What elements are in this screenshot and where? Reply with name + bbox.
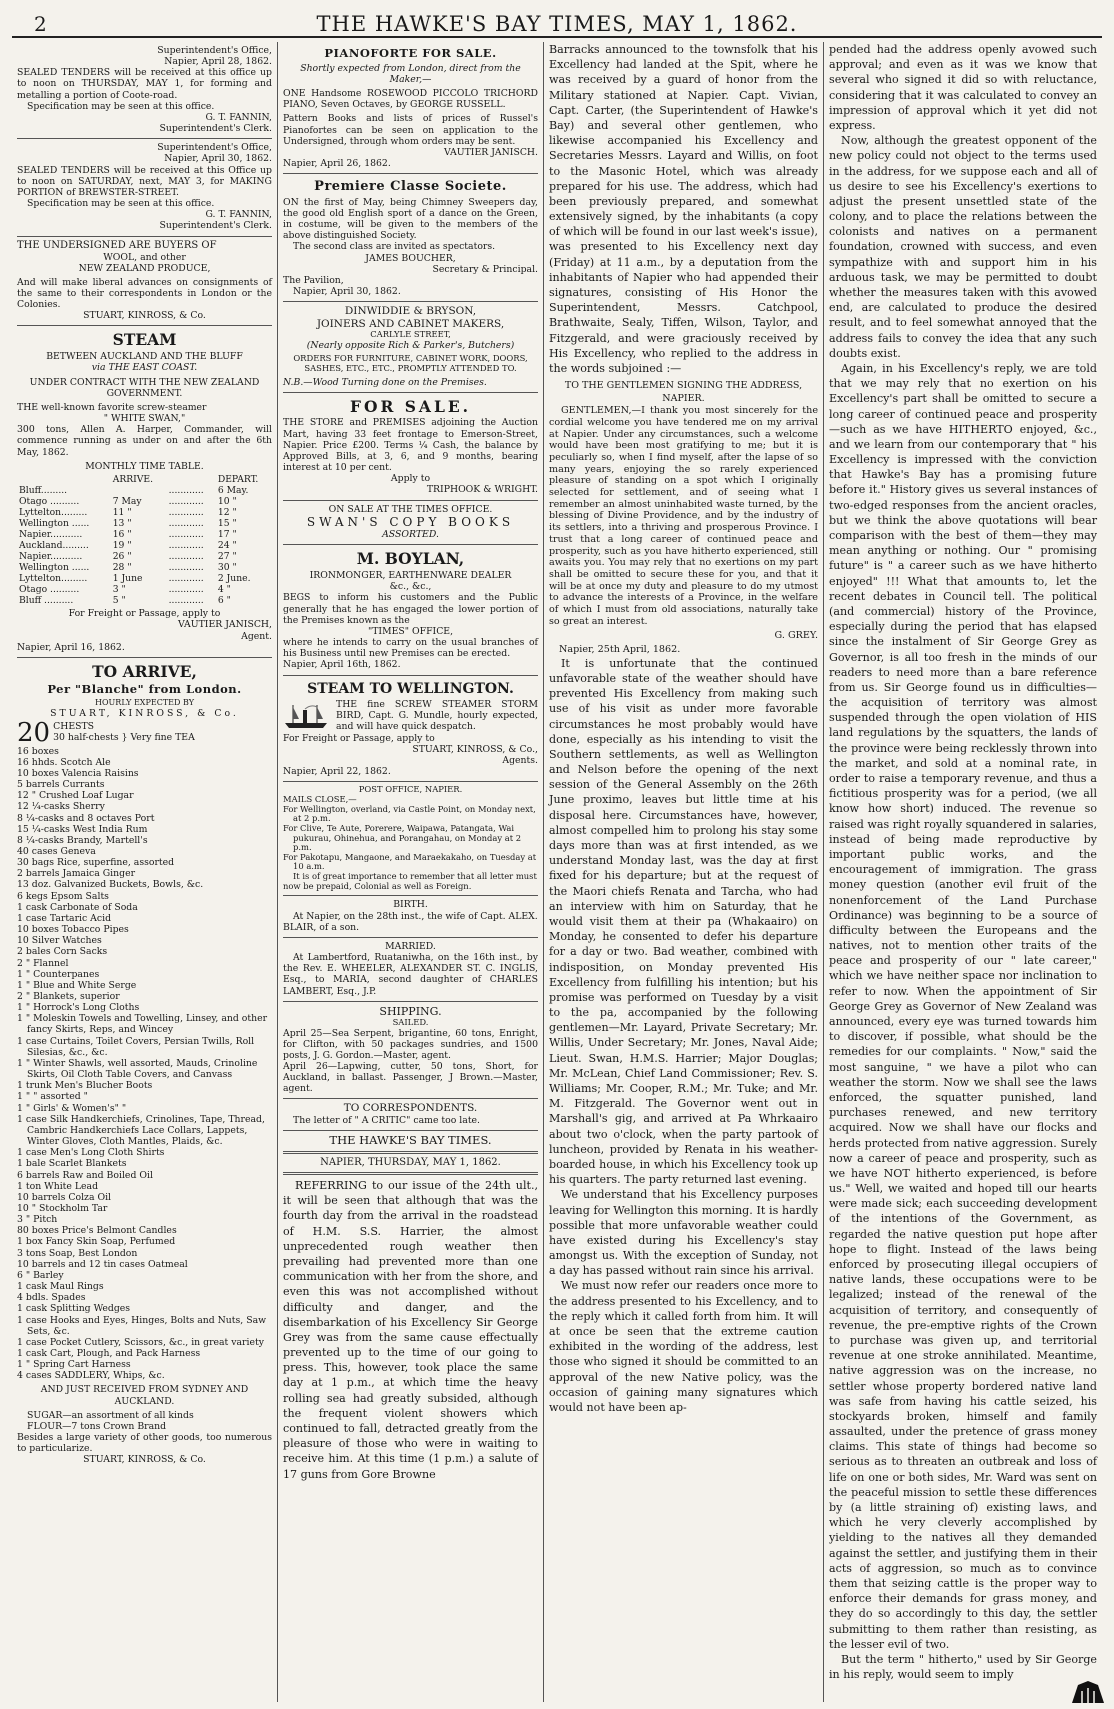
editorial-title: THE HAWKE'S BAY TIMES. [329,1133,492,1148]
tender-coote-road [17,42,272,139]
port-cell: Bluff .......... [19,595,74,607]
ad-firm: STUART, KINROSS, & Co. [50,708,239,720]
tea-entry [17,721,272,745]
ad-hourly: HOURLY EXPECTED BY [95,698,194,708]
goods-item: 1 ton White Lead [17,1180,99,1192]
ad-body: Pattern Books and lists of prices of Russel's Pianofortes can be seen on application to the Undersigned, through whom orders may be sent. [283,113,538,147]
ad-times-office: "TIMES" OFFICE, [367,625,454,637]
mail-line: For Clive, Te Aute, Porerere, Waipawa, Patangata, Wai pukurau, Ohinehua, and Porangahau, on Monday at 2 p.m. [283,822,522,853]
goods-item: 10 Silver Watches [17,935,102,947]
ad-signature: G. T. FANNIN, [205,111,272,123]
ad-body: SEALED TENDERS will be received at this office up to noon on THURSDAY, MAY 1, for forming and metalling a portion of Coote-road. [17,67,272,101]
ad-body: ON the first of May, being Chimney Sweepers day, the good old English sport of a dance on the Green, in costume, will be given to the members of the above distinguished Society. [283,196,538,242]
leader-cell: ............ [168,495,204,507]
timetable-row [17,507,272,518]
ad-apply: Apply to [390,473,431,485]
timetable-body [17,485,272,606]
ad-body: SEALED TENDERS will be received at this Office up to noon on SATURDAY, next, MAY 3, for MAKING PORTION of BREWSTER-STREET. [17,164,272,198]
mail-list [283,805,538,873]
goods-item: 3 tons Soap, Best London [17,1247,138,1259]
freight-line: For Freight or Passage, apply to [68,608,221,620]
leader-cell: ............ [168,562,204,574]
arrive-cell: 19 " [112,540,132,551]
goods-item: 1 case Pocket Cutlery, Scissors, &c., in great variety [17,1336,264,1348]
ad-title: PIANOFORTE FOR SALE. [324,46,497,60]
ad-contract: UNDER CONTRACT WITH THE NEW ZEALAND GOVERNMENT. [29,376,260,399]
sailed-label: SAILED. [392,1016,429,1027]
ad-spec: Specification may be seen at this office. [27,198,215,210]
post-office-notice [283,782,538,896]
article-paragraph: We understand that his Excellency purposes leaving for Wellington this morning. It is hardly possible that more unfavorable weather could have existed during his Excellency's stay amongst us. With the exception of Sunday, not a day has passed without rain since his arrival. [549,1188,818,1278]
arrive-cell [111,485,167,496]
goods-item: 1 " " assorted " [17,1091,88,1103]
ad-body: ONE Handsome ROSEWOOD PICCOLO TRICHORD PIANO, Seven Octaves, by GEORGE RUSSELL. [283,88,538,111]
goods-item: 13 doz. Galvanized Buckets, Bowls, &c. [17,879,204,891]
double-rule [283,1151,538,1154]
premiere-classe-ad [283,174,538,302]
leader-cell: ............ [168,584,204,596]
arrive-cell: 3 " [112,584,126,596]
sugar-line: SUGAR—an assortment of all kinds [27,1409,194,1421]
ad-date: Napier, April 26, 1862. [283,158,391,170]
goods-item: 2 bales Corn Sacks [17,946,108,958]
goods-item: 1 cask Carbonate of Soda [17,901,138,913]
goods-list [17,746,272,1382]
goods-item: 4 cases SADDLERY, Whips, &c. [17,1370,165,1382]
ad-title: DINWIDDIE & BRYSON, [344,305,477,318]
port-cell: Auckland......... [19,540,89,551]
ad-via: via THE EAST COAST. [91,362,198,374]
leader-cell: ............ [168,595,204,607]
goods-item: 80 boxes Price's Belmont Candles [17,1225,177,1237]
port-cell: Lyttelton......... [19,573,88,585]
article-paragraph: But the term " hitherto," used by Sir George in his reply, would seem to imply [829,1652,1097,1682]
ad-subtitle: IRONMONGER, EARTHENWARE DEALER [309,570,512,582]
flour-line: FLOUR—7 tons Crown Brand [27,1420,167,1432]
goods-item: 30 bags Rice, superfine, assorted [17,857,175,869]
ad-body: THE STORE and PREMISES adjoining the Auction Mart, having 33 feet frontage to Emerson-Street, Napier. Price £200. Terms ¼ Cash, the balance by Approved Bills, at 3, 6, and 9 months, bearing interest at 10 per cent. [283,417,538,474]
goods-item: 1 " Winter Shawls, well assorted, Mauds, Crinoline Skirts, Oil Cloth Table Covers, and Canvass [17,1057,258,1081]
ad-orders: ORDERS FOR FURNITURE, CABINET WORK, DOORS, SASHES, ETC., ETC., PROMPTLY ATTENDED TO. [293,353,528,373]
notice-title: BIRTH. [393,899,428,911]
column-2 [278,42,544,1702]
ad-street: CARLYLE STREET, [370,329,451,340]
notice-body: At Lambertford, Ruataniwha, on the 16th inst., by the Rev. E. WHEELER, ALEXANDER ST. C. INGLIS, Esq., to MARIA, second daughter of CHARLES LAMBERT, Esq., J.P. [283,952,538,997]
arrive-cell: 28 " [112,562,132,574]
mail-note: It is of great importance to remember that all letter must now be prepaid, Colonial as well as Foreign. [283,871,537,891]
boylan-ad [283,545,538,675]
arrive-cell: 11 " [112,506,132,518]
goods-item: 1 case Hooks and Eyes, Hinges, Bolts and Nuts, Saw Sets, &c. [17,1314,267,1337]
ad-signature: STUART, KINROSS, & Co., [412,743,538,755]
ad-office: Superintendent's Office, [157,45,272,56]
goods-item: 6 " Barley [17,1269,64,1281]
ad-signature: JAMES BOUCHER, [365,252,456,264]
steam-white-swan-ad [17,326,272,657]
ad-spec: Specification may be seen at this office. [27,100,215,112]
ad-signature: STUART, KINROSS, & Co. [83,1454,206,1466]
article-paragraph: We must now refer our readers once more to the address presented to his Excellency, and to the reply which it called forth from him. It will at once be seen that the extreme caution exhibited in the wording of the address, lest those who signed it should be committed to an approval of the new Native policy, was the occasion of gaining many signatures which would not have been ap- [549,1279,818,1414]
timetable-row [17,595,272,606]
arrive-header: ARRIVE. [112,473,154,485]
depart-cell: 4 " [217,584,231,596]
shipping-line: April 25—Sea Serpent, brigantine, 60 tons, Enright, for Clifton, with 50 packages sundries, and 1500 posts, J. G. Gordon.—Master, agent. [283,1027,538,1061]
leader-cell: ............ [168,506,204,518]
timetable-header [17,474,272,485]
ad-date: Napier, April 30, 1862. [164,153,272,165]
goods-item: 1 " Counterpanes [17,968,100,980]
ad-subtitle: JOINERS AND CABINET MAKERS, [316,317,505,330]
ad-heading: THE UNDERSIGNED ARE BUYERS OF [17,239,217,251]
goods-item: 1 case Men's Long Cloth Shirts [17,1147,165,1159]
goods-item: 1 bale Scarlet Blankets [17,1158,127,1170]
ad-signature: VAUTIER JANISCH. [443,146,538,158]
chests-line: 30 half-chests } Very fine TEA [53,732,195,744]
ad-title: TO ARRIVE, [92,661,197,681]
timetable-row [17,518,272,529]
depart-cell: 6 May. [217,484,249,496]
steam-wellington-ad [283,676,538,783]
column-1 [12,42,278,1702]
goods-item: 1 cask Maul Rings [17,1281,104,1293]
wool-buyers-ad [17,237,272,327]
goods-item: 4 bdls. Spades [17,1292,86,1304]
goods-item: 8 ¼-casks and 8 octaves Port [17,812,155,824]
timetable-row [17,529,272,540]
article-paragraph: It is unfortunate that the continued unfavorable state of the weather should have prevented His Excellency from making such use of his visit as under more favorable circumstances he most probably would have done, especially as his intending to visit the Southern settlements, as well as Wellington and Nelson before the opening of the next session of the General Assembly on the 26th June proximo, leaves but little time at his disposal here. Circumstances have, however, almost compelled him to prolong his stay some days more than was at first intended, as we understand Monday last, was the day at first fixed for his departure; but at the request of the Maori chiefs Renata and Tarcha, who had an interview with him on Saturday, that he would visit them at their pa (Whakaairo) on Monday, he consented to defer his departure for a day or two. Bad weather, combined with indisposition, on Monday prevented His Excellency from fulfilling his intention; but his promise was performed on Tuesday by a visit to the pa, accompanied by the following gentlemen—Mr. Layard, Private Secretary; Mr. Willis, Under Secretary; Mr. Jones, Naval Aide; Lieut. Swan, H.M.S. Harrier; Major Douglas; Mr. McLean, Chief Land Commissioner; Rev. S. Williams; Mr. Cooper, R.M.; Mr. Tuke; and Mr. M. Fitzgerald. The Governor went out in Marshall's gig, and arrived at Pa Whrkaairo about two o'clock, when the party partook of luncheon, provided by Renata in his weather-boarded house, in which his Excellency took up his quarters. The party returned last evening. [549,656,818,1187]
shipping-line: April 26—Lapwing, cutter, 50 tons, Short, for Auckland, in ballast. Passenger, J Brown.—Master, agent. [283,1061,538,1095]
timetable-row [17,485,272,496]
piano-ad [283,42,538,174]
goods-item: 16 boxes [17,745,59,757]
ad-subtitle: Shortly expected from London, direct from the Maker,— [300,62,521,85]
tender-brewster-street [17,139,272,236]
notice-body: At Napier, on the 28th inst., the wife of Capt. ALEX. BLAIR, of a son. [283,910,538,933]
steamship-icon [283,701,331,731]
goods-item: 1 box Fancy Skin Soap, Perfumed [17,1236,176,1248]
letter-signature: G. GREY. [774,630,818,642]
goods-item: 10 barrels and 12 tin cases Oatmeal [17,1258,188,1270]
timetable [17,474,272,606]
married-notice [283,938,538,1002]
ad-assorted: ASSORTED. [382,529,439,541]
timetable-row [17,540,272,551]
mail-line: For Wellington, overland, via Castle Point, on Monday next, at 2 p.m. [283,803,536,824]
editorial-date: NAPIER, THURSDAY, MAY 1, 1862. [320,1157,501,1169]
ad-title: Premiere Classe Societe. [314,179,507,195]
goods-item: 2 " Flannel [17,957,69,969]
ad-signature-title: Superintendent's Clerk. [159,220,272,232]
chests-line: CHESTS [53,721,95,733]
notice-title: MARRIED. [385,940,436,952]
goods-item: 8 ¼-casks Brandy, Martell's [17,834,148,846]
ad-line: WOOL, and other [103,251,186,263]
depart-cell: 6 " [217,595,231,607]
article-paragraph: Now, although the greatest opponent of the new policy could not object to the terms used in the address, for we suppose each and all of us desire to see his Excellency's exertions to adjust the present unsettled state of the colony, and to place the relations between the colonists and natives on a permanent foundation, crowned with success, and even sympathize with and support him in his arduous task, we may be permitted to doubt whether the measures taken with this avowed end, are calculated to produce the desired result, and to feel somewhat annoyed that the address fails to convey the idea that any such doubts exist. [829,134,1097,360]
goods-item: 1 " Spring Cart Harness [17,1359,131,1371]
timetable-row [17,496,272,507]
columns [12,42,1102,1702]
ad-signature: G. T. FANNIN, [205,209,272,221]
notice-body: The letter of " A CRITIC" came too late. [293,1115,481,1127]
newspaper-title: THE HAWKE'S BAY TIMES, MAY 1, 1862. [316,12,798,36]
timetable-row [17,551,272,562]
ad-signature-title: Superintendent's Clerk. [159,123,272,135]
ad-office: Superintendent's Office, [157,142,272,154]
goods-item: 1 " Girls' & Women's" " [17,1102,127,1114]
depart-cell: 2 June. [217,573,251,585]
goods-item: 16 hhds. Scotch Ale [17,756,111,768]
governor-letter: GENTLEMEN,—I thank you most sincerely for the cordial welcome you have tendered me on my arrival at Napier. Under any circumstances, such a welcome would have been most gratifying to me; but it is peculiarly so, when I find myself, after the lapse of so many years, enjoying the so rarely experienced pleasure of standing on a spot which I originally selected for settlement, and of seeing what I remember an almost uninhabited waste turned, by the blessing of Divine Providence, and by the industry of its settlers, into a thriving and prosperous Province. I trust that a long career of continued peace and prosperity, such as you have hitherto experienced, still awaits you. You may rely that no exertions on my part shall be omitted to secure these for you, and that it will be at once my duty and pleasure to do my utmost to advance the interests of a Province, in the welfare of which I must from old associations, naturally take so great an interest. [549,405,818,627]
ad-date: Napier, April 30, 1862. [293,286,401,298]
ship-name: " WHITE SWAN," [103,413,186,425]
notice-title: TO CORRESPONDENTS. [343,1102,478,1115]
goods-item: 10 boxes Tobacco Pipes [17,924,129,936]
depart-cell: 12 " [217,506,237,518]
ad-body: THE fine SCREW STEAMER STORM BIRD, Capt. G. Mundle, hourly expected, and will have quick despatch. [336,698,538,732]
ad-title: FOR SALE. [349,396,472,416]
shipping-notice [283,1002,538,1100]
arrive-cell: 16 " [112,528,132,540]
leader-cell: ............ [168,484,204,496]
library-stamp-icon [1068,1679,1108,1705]
port-cell: Lyttelton......... [19,506,88,518]
leader-cell: ............ [168,573,204,585]
dinwiddie-ad [283,302,538,392]
copy-books-ad [283,501,538,546]
goods-item: 40 cases Geneva [17,845,96,857]
for-sale-ad [283,393,538,501]
goods-item: 1 case Silk Handkerchiefs, Crinolines, Tape, Thread, Cambric Handkerchiefs Lace Collars, Lappets, Winter Gloves, Cloth Mantles, Plaids, &c. [17,1113,265,1148]
depart-cell: 24 " [217,540,237,551]
depart-cell: 15 " [217,517,237,529]
chests-tea: Very fine TEA [130,732,195,744]
depart-cell: 30 " [217,562,237,574]
arrive-cell: 1 June [112,573,143,585]
ad-body: The second class are invited as spectators. [293,241,496,253]
port-cell: Wellington ...... [19,517,90,529]
goods-item: 15 ¼-casks West India Rum [17,823,148,835]
ad-date: Napier, April 16th, 1862. [283,659,401,671]
goods-item: 1 " Blue and White Serge [17,979,137,991]
column-3 [544,42,824,1702]
ad-title: ON SALE AT THE TIMES OFFICE. [328,503,493,515]
ad-body: SWAN'S COPY BOOKS [306,514,515,529]
goods-item: 10 barrels Colza Oil [17,1191,112,1203]
depart-cell: 17 " [217,528,237,540]
leader-cell: ............ [168,551,204,563]
goods-item: 6 barrels Raw and Boiled Oil [17,1169,153,1181]
goods-item: 12 ¼-casks Sherry [17,801,105,813]
ad-title: STEAM TO WELLINGTON. [307,680,514,697]
notice-title: POST OFFICE, NAPIER. [358,784,463,795]
port-cell: Bluff......... [19,484,68,496]
port-cell: Napier........... [19,528,83,540]
port-cell: Otago .......... [19,584,80,596]
goods-item: 2 " Blankets, superior [17,991,120,1002]
ad-signature: TRIPHOOK & WRIGHT. [426,484,538,496]
ad-signature: STUART, KINROSS, & Co. [83,310,206,322]
page-number: 2 [34,12,47,36]
goods-item: 6 kegs Epsom Salts [17,890,109,902]
arrive-cell: 26 " [112,551,132,563]
chests-count: 20 [17,721,51,746]
leader-cell: ............ [168,528,204,540]
arrive-cell: 13 " [112,517,132,529]
besides-line: Besides a large variety of other goods, too numerous to particularize. [17,1432,272,1455]
timetable-row [17,562,272,573]
double-rule [283,1172,538,1175]
goods-item: 1 cask Cart, Plough, and Pack Harness [17,1348,201,1359]
goods-item: 3 " Pitch [17,1214,58,1226]
goods-item: 1 " Moleskin Towels and Towelling, Linsey, and other fancy Skirts, Reps, and Wincey [17,1013,268,1036]
port-cell: Napier........... [19,551,83,563]
ad-body: 300 tons, Allen A. Harper, Commander, will commence running as under on and after the 6th May, 1862. [17,424,272,458]
ad-line: NEW ZEALAND PRODUCE, [78,262,211,274]
ad-date: Napier, April 16, 1862. [17,641,125,653]
ad-signature-title: Secretary & Principal. [432,263,538,275]
timetable-row [17,584,272,595]
editorial-start [283,1131,538,1486]
leader-cell: ............ [168,540,204,551]
goods-item: 1 trunk Men's Blucher Boots [17,1080,153,1092]
goods-item: 10 boxes Valencia Raisins [17,767,139,779]
ad-body: THE well-known favorite screw-steamer [17,401,207,413]
port-cell: Wellington ...... [19,562,90,574]
depart-header: DEPART. [217,473,259,485]
notice-title: SHIPPING. [379,1004,442,1018]
ad-body: BEGS to inform his customers and the Public generally that he has engaged the lower portion of the Premises known as the [283,592,538,626]
letter-date: Napier, 25th April, 1862. [559,643,681,655]
port-cell: Otago .......... [19,495,80,507]
arrive-cell: 7 May [112,495,142,507]
leader-cell: ............ [168,517,204,529]
article-paragraph: pended had the address openly avowed such approval; and even as it was we know that several who signed it did so with reluctance, considering that it was calculated to convey an impression of approval which it yet did not express. [829,43,1097,132]
masthead [12,8,1102,38]
ad-etc: &c., &c., [389,581,432,593]
goods-item: 10 " Stockholm Tar [17,1202,108,1214]
ad-date: Napier, April 28, 1862. [164,56,272,68]
ad-signature-title: Agents. [502,754,538,766]
goods-item: 1 case Tartaric Acid [17,912,112,924]
goods-item: 12 " Crushed Loaf Lugar [17,790,134,802]
ad-body: where he intends to carry on the usual branches of his Business until new Premises can be erected. [283,637,538,660]
goods-item: 2 barrels Jamaica Ginger [17,868,136,880]
editorial-body: REFERRING to our issue of the 24th ult., it will be seen that although that was the fourth day from the arrival in the roadstead of H.M. S.S. Harrier, the almost unprecedented rough weather then prevailing had prevented more than one communication with her from the shore, and even this was not accomplished without difficulty and danger, and the disembarkation of his Excellency Sir George Grey was from the same cause effectually prevented up to the time of our going to press. This, however, took place the same day at 1 p.m., at which time the heavy rolling sea had greatly subsided, although the frequent violent showers which continued to fall, detracted greatly from the pleasure of those who were in waiting to receive him. At this time (1 p.m.) a salute of 17 guns from Gore Browne [283,1179,538,1481]
column-4 [824,42,1102,1702]
agent-name: VAUTIER JANISCH, [177,619,272,631]
birth-notice [283,896,538,937]
agent-title: Agent. [241,630,272,642]
ad-place: The Pavilion, [283,274,344,286]
arrive-cell: 5 " [112,595,126,607]
ad-body: And will make liberal advances on consignments of the same to their correspondents in London or the Colonies. [17,276,272,311]
ad-also: AND JUST RECEIVED FROM SYDNEY AND AUCKLAND. [40,1384,249,1407]
ad-nb: N.B.—Wood Turning done on the Premises. [283,376,487,388]
depart-cell: 27 " [217,551,237,563]
correspondents-notice [283,1099,538,1131]
ad-near: (Nearly opposite Rich & Parker's, Butchers) [306,340,515,352]
timetable-title: MONTHLY TIME TABLE. [85,460,204,472]
chests-half: 30 half-chests [53,732,119,744]
ad-freight: For Freight or Passage, apply to [283,732,435,744]
ad-subtitle: Per "Blanche" from London. [47,681,242,696]
goods-item: 1 " Horrock's Long Cloths [17,1002,140,1014]
mail-line: For Pakotapu, Mangaone, and Maraekakaho, on Tuesday at 10 a.m. [283,851,537,872]
letter-heading: TO THE GENTLEMEN SIGNING THE ADDRESS, NAPIER. [564,380,803,405]
depart-cell: 10 " [217,495,237,507]
goods-item: 1 case Curtains, Toilet Covers, Persian Twills, Roll Silesias, &c., &c. [17,1035,255,1058]
ad-title: M. BOYLAN, [356,549,465,569]
goods-item: 5 barrels Currants [17,779,105,791]
mails-close: MAILS CLOSE,— [283,793,357,804]
timetable-row [17,573,272,584]
ad-title: STEAM [112,330,177,350]
article-paragraph: Again, in his Excellency's reply, we are told that we may rely that no exertion on his Excellency's part shall be omitted to secure a long career of continued peace and prosperity—such as we have HITHERTO enjoyed, &c., and we learn from our contemporary that " his Excellency is impressed with the conviction that Hawke's Bay has a promising future before it." History gives us several instances of two-edged responses from the ancient oracles, but we think the above quotations will bear comparison with the best of them—they may mean anything or nothing. Our " promising future" is " a career such as we have hitherto enjoyed" !!! What that amounts to, let the recent debates in Council tell. The political (and commercial) history of the Province, especially during the period that has elapsed since the instalment of Sir George Grey as Governor, is all too fresh in the minds of our readers to need more than a bare reference from us. Sir George found us in difficulties—the acquisition of territory was almost suspended through the open violation of HIS land regulations by the squatters, the lands of the province were being recklessly thrown into the market, and sold at a nominal rate, in order to raise a temporary revenue, and thus a fictitious prosperity was for a period, (we all know how short) induced. The revenue so raised was right royally squandered in salaries, instead of being made reproductive by important public works, and the encouragement of immigration. The grass money question (another evil fruit of the nonenforcement of the Land Purchase Ordinance) was beginning to be a source of difficulty between the Europeans and the natives, not to mention other traits of the peace and prosperity of our " late career," which we have neither space nor inclination to refer to now. When the appointment of Sir George Grey as Governor of New Zealand was announced, every eye was turned towards him to discover, if possible, what should be the remedies for our complaints. " Now," said the most sanguine, " we have a pilot who can weather the storm. Now we shall see the laws enforced, the squatter punished, land purchases renewed, and new territory acquired. Now we shall have our flocks and herds protected from native aggression. Surely now a career of peace and prosperity, such as we have NOT hitherto experienced, is before us." Well, we waited and hoped till our hearts were made sick; each succeeding development of the intentions of the Government, as regarded the native question put hope after hope to flight. Instead of the laws being enforced by prosecuting illegal occupiers of native lands, these occupations were to be legalized; instead of the renewal of the acquisition of territory, and consequently of revenue, the pre-emptive rights of the Crown to purchase was given up, and territorial revenue at one stroke annihilated. Meantime, native aggression was on the increase, no settler whose property bordered native land was safe from having his cattle seized, his stockyards broken, himself and family assaulted, under the pretence of grass money claims. This state of things had become so serious as to threaten an outbreak and loss of life on one or both sides, Mr. Ward was sent on the peaceful mission to settle these differences by (a little straining of) existing laws, and which he very cleverly accomplished by yielding to the natives all they demanded against the settler, and justifying them in their acts of aggression, so much as to convince them that seizing cattle is the proper way to enforce their demands for grass money, and they do so accordingly to this day, the settler submitting to them rather than resisting, as the lesser evil of two. [829,361,1097,1651]
ad-date: Napier, April 22, 1862. [283,766,391,778]
article-paragraph: Barracks announced to the townsfolk that his Excellency had landed at the Spit, where he was received by a guard of honor from the Military stationed at Napier. Capt. Vivian, Capt. Carter, (the Superintendent of Hawke's Bay) and several other gentlemen, who likewise accompanied his Excellency and Secretaries Messrs. Layard and Willis, on foot to the Masonic Hotel, which was already prepared for his use. The address, which had been previously prepared, and somewhat extensively signed, by the inhabitants (a copy of which will be found in our last week's issue), was presented to his Excellency next day (Friday) at 11 a.m., by a deputation from the inhabitants of Napier who had appended their signatures, consisting of His Honor the Superintendent, Messrs. Catchpool, Brathwaite, Sealy, Tiffen, Wilson, Taylor, and Fitzgerald, and were graciously received by His Excellency, who replied to the address in the words subjoined :— [549,43,818,375]
ad-route: BETWEEN AUCKLAND AND THE BLUFF [46,351,243,363]
goods-item: 1 cask Splitting Wedges [17,1303,131,1315]
to-arrive-ad [17,658,272,1470]
